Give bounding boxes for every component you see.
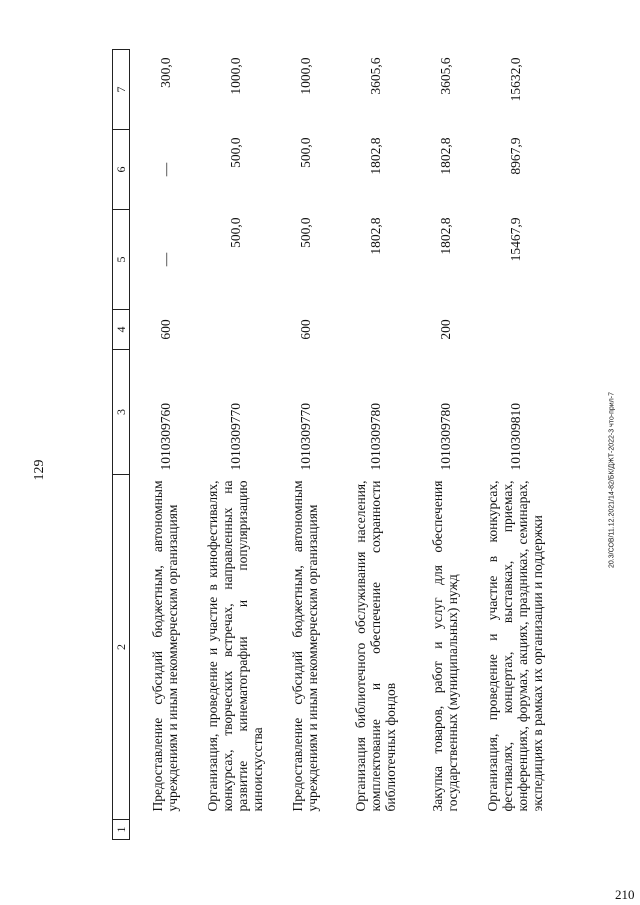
row-value-6: 500,0 — [227, 137, 243, 168]
table-row — [340, 50, 410, 840]
row-value-6: 1802,8 — [437, 137, 453, 175]
row-code: 1010309780 — [437, 403, 453, 471]
row-kvr: 200 — [437, 319, 453, 340]
row-index-cell — [410, 820, 480, 840]
row-value-5: 1802,8 — [437, 217, 453, 255]
row-value-7: 1000,0 — [227, 57, 243, 95]
budget-table — [112, 49, 550, 840]
row-value-7: 300,0 — [157, 57, 173, 88]
row-name: Организация, проведение и участие в кинофестивалях, конкурсах, творческих встречах, направленных на развитие кинематографии и популяризацию киноискусства — [205, 480, 265, 812]
row-name: Предоставление субсидий бюджетным, автономным учреждениям и иным некоммерческим организациям — [290, 480, 320, 812]
row-value-5: 500,0 — [227, 217, 243, 248]
row-value-5: 1802,8 — [367, 217, 383, 255]
row-value-7: 3605,6 — [437, 57, 453, 95]
row-value-6: — — [157, 162, 173, 177]
row-index-cell — [340, 820, 410, 840]
table-row — [270, 50, 340, 840]
header-cell: 3 — [113, 350, 130, 475]
row-code: 1010309760 — [157, 403, 173, 471]
page-number-bottom: 210 — [615, 887, 635, 902]
row-kvr: 600 — [297, 319, 313, 340]
header-cell: 2 — [113, 475, 130, 820]
header-cell: 4 — [113, 310, 130, 350]
row-name: Организация библиотечного обслуживания населения, комплектование и обеспечение сохранности библиотечных фондов — [352, 480, 398, 812]
table-row — [200, 50, 270, 840]
row-index-cell — [130, 820, 201, 840]
row-kvr — [200, 310, 270, 350]
row-value-6: 1802,8 — [367, 137, 383, 175]
table-row — [130, 50, 201, 840]
header-cell: 1 — [113, 820, 130, 840]
header-cell: 5 — [113, 210, 130, 310]
header-cell: 6 — [113, 130, 130, 210]
row-value-6: 500,0 — [297, 137, 313, 168]
row-index-cell — [200, 820, 270, 840]
row-value-7: 3605,6 — [367, 57, 383, 95]
row-value-5: — — [157, 252, 173, 267]
row-code: 1010309770 — [297, 403, 313, 471]
row-index-cell — [270, 820, 340, 840]
row-kvr — [340, 310, 410, 350]
footer-document-code: 20.3/СОВ/11.12.2021/14-82/БК/ДЖТ-2022-3 что-прил-7 — [608, 392, 616, 568]
budget-table-rotated — [112, 50, 557, 840]
table-header-row — [113, 50, 130, 840]
row-value-5: 500,0 — [297, 217, 313, 248]
row-value-6: 8967,9 — [507, 137, 523, 175]
row-value-5: 15467,9 — [507, 217, 523, 262]
row-value-7: 1000,0 — [297, 57, 313, 95]
row-code: 1010309780 — [367, 403, 383, 471]
header-cell: 7 — [113, 50, 130, 130]
page-number-top: 129 — [32, 459, 47, 481]
row-code: 1010309770 — [227, 403, 243, 471]
row-name: Предоставление субсидий бюджетным, автономным учреждениям и иным некоммерческим организациям — [150, 480, 180, 812]
table-row — [410, 50, 480, 840]
row-code: 1010309810 — [507, 403, 523, 471]
row-index-cell — [480, 820, 550, 840]
row-name: Организация, проведение и участие в конкурсах, фестивалях, концертах, выставках, приемах, конференциях, форумах, акциях, праздниках, семинарах, экспедициях в рамках их организации и поддержки — [485, 480, 545, 812]
row-value-7: 15632,0 — [507, 57, 523, 102]
row-kvr — [480, 310, 550, 350]
row-kvr: 600 — [157, 319, 173, 340]
table-row — [480, 50, 550, 840]
row-name: Закупка товаров, работ и услуг для обеспечения государственных (муниципальных) нужд — [430, 480, 460, 812]
